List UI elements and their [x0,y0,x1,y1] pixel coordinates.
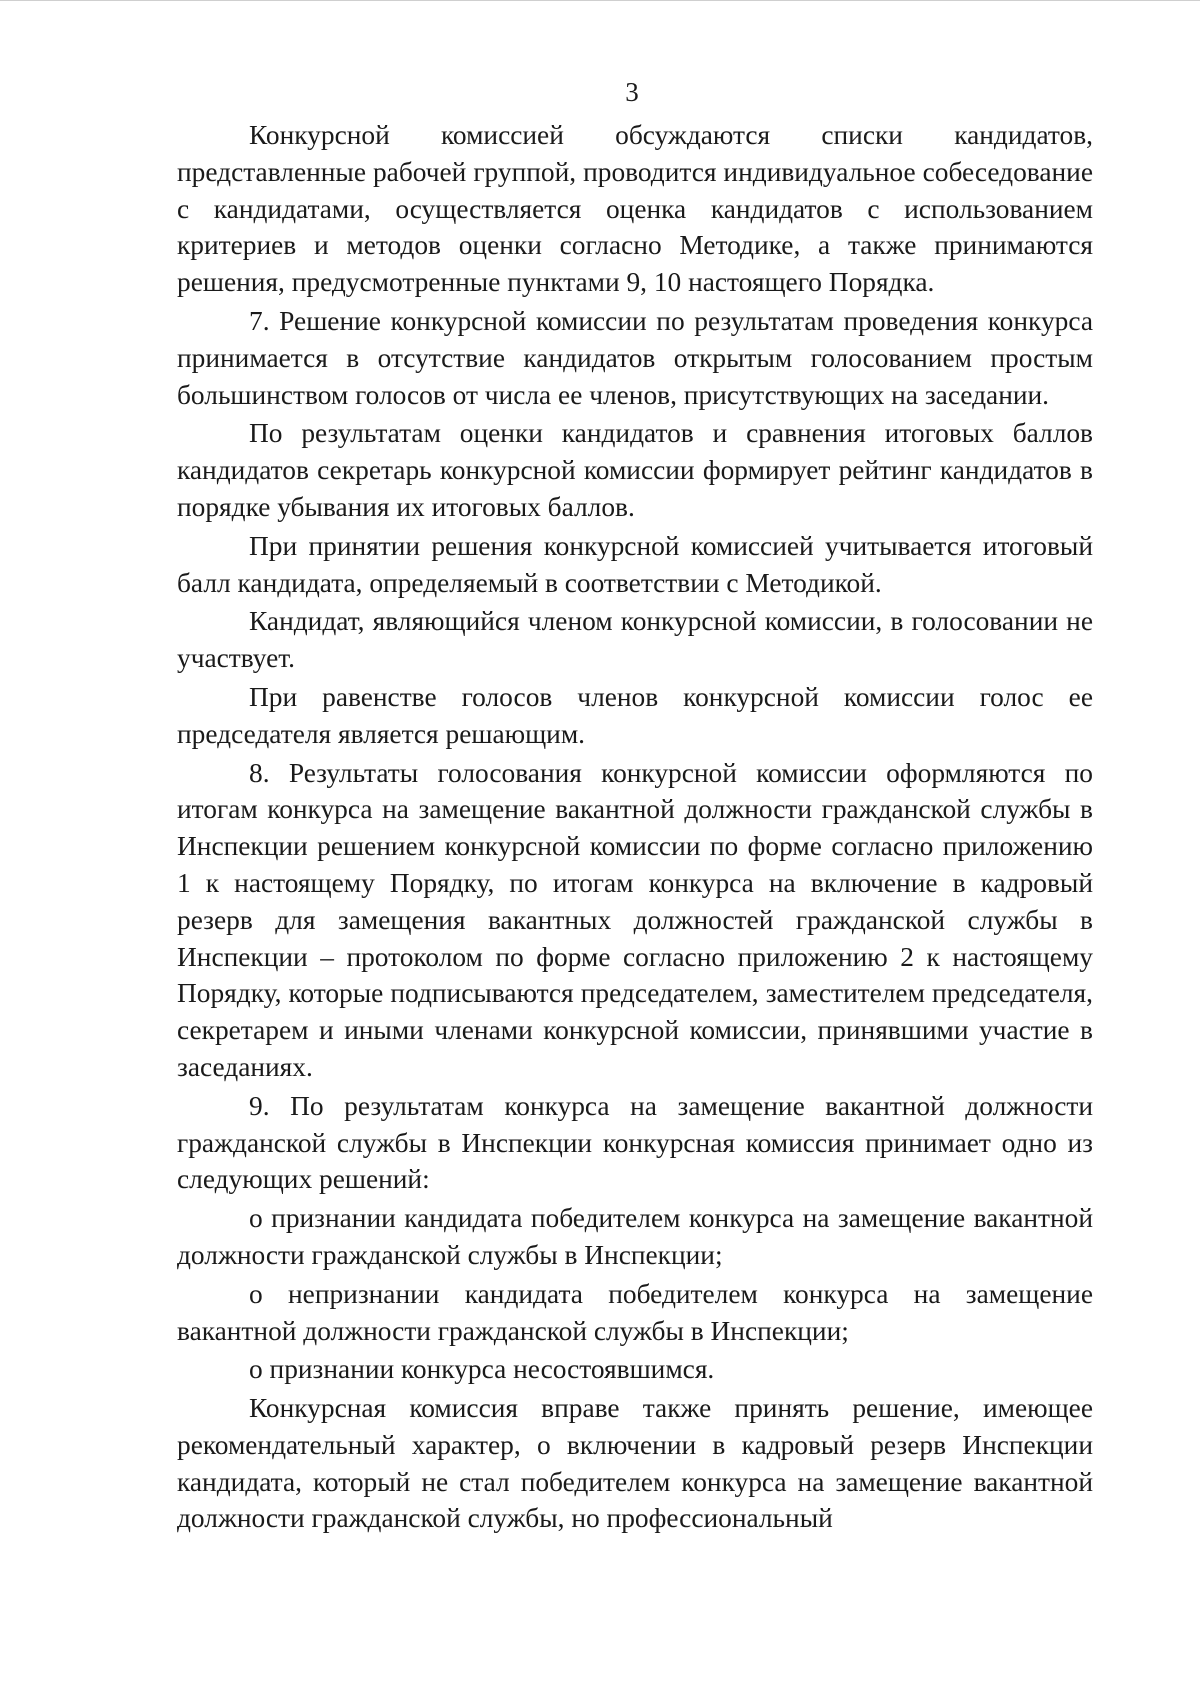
paragraph-rating: По результатам оценки кандидатов и сравнения итоговых баллов кандидатов секретарь конкурсной комиссии формирует рейтинг кандидатов в порядке убывания их итоговых баллов. [177,418,1093,522]
paragraph-member-candidate: Кандидат, являющийся членом конкурсной комиссии, в голосовании не участвует. [177,606,1093,674]
document-body [177,117,1093,1537]
paragraph-commission-procedure: Конкурсной комиссией обсуждаются списки кандидатов, представленные рабочей группой, проводится индивидуальное собеседование с кандидатами, осуществляется оценка кандидатов с использованием критериев и методов оценки согласно Методике, а также принимаются решения, предусмотренные пунктами 9, 10 настоящего Порядка. [177,120,1093,298]
page-number: 3 [625,77,639,107]
paragraph-decision-not-winner: о непризнании кандидата победителем конкурса на замещение вакантной должности гражданской службы в Инспекции; [177,1278,1093,1346]
paragraph-item-7: 7. Решение конкурсной комиссии по результатам проведения конкурса принимается в отсутствие кандидатов открытым голосованием простым большинством голосов от числа ее членов, присутствующих на заседании. [177,305,1093,410]
paragraph-decision-winner: о признании кандидата победителем конкурса на замещение вакантной должности гражданской службы в Инспекции; [177,1203,1093,1270]
paragraph-tie-vote: При равенстве голосов членов конкурсной комиссии голос ее председателя является решающим. [177,681,1093,749]
page-top-edge [0,0,1200,1]
paragraph-item-9: 9. По результатам конкурса на замещение вакантной должности гражданской службы в Инспекции конкурсная комиссия принимает одно из следующих решений: [177,1090,1093,1195]
paragraph-item-8: 8. Результаты голосования конкурсной комиссии оформляются по итогам конкурса на замещение вакантной должности гражданской службы в Инспекции решением конкурсной комиссии по форме согласно приложению 1 к настоящему Порядку, по итогам конкурса на включение в кадровый резерв для замещения вакантных должностей гражданской службы в Инспекции – протоколом по форме согласно приложению 2 к настоящему Порядку, которые подписываются председателем, заместителем председателя, секретарем и иными членами конкурсной комиссии, принявшими участие в заседаниях. [177,757,1093,1082]
paragraph-reserve-recommendation: Конкурсная комиссия вправе также принять решение, имеющее рекомендательный характер, о включении в кадровый резерв Инспекции кандидата, который не стал победителем конкурса на замещение вакантной должности гражданской службы, но профессиональный [177,1393,1093,1534]
paragraph-final-score: При принятии решения конкурсной комиссией учитывается итоговый балл кандидата, определяемый в соответствии с Методикой. [177,530,1093,598]
paragraph-decision-failed: о признании конкурса несостоявшимся. [249,1354,715,1385]
